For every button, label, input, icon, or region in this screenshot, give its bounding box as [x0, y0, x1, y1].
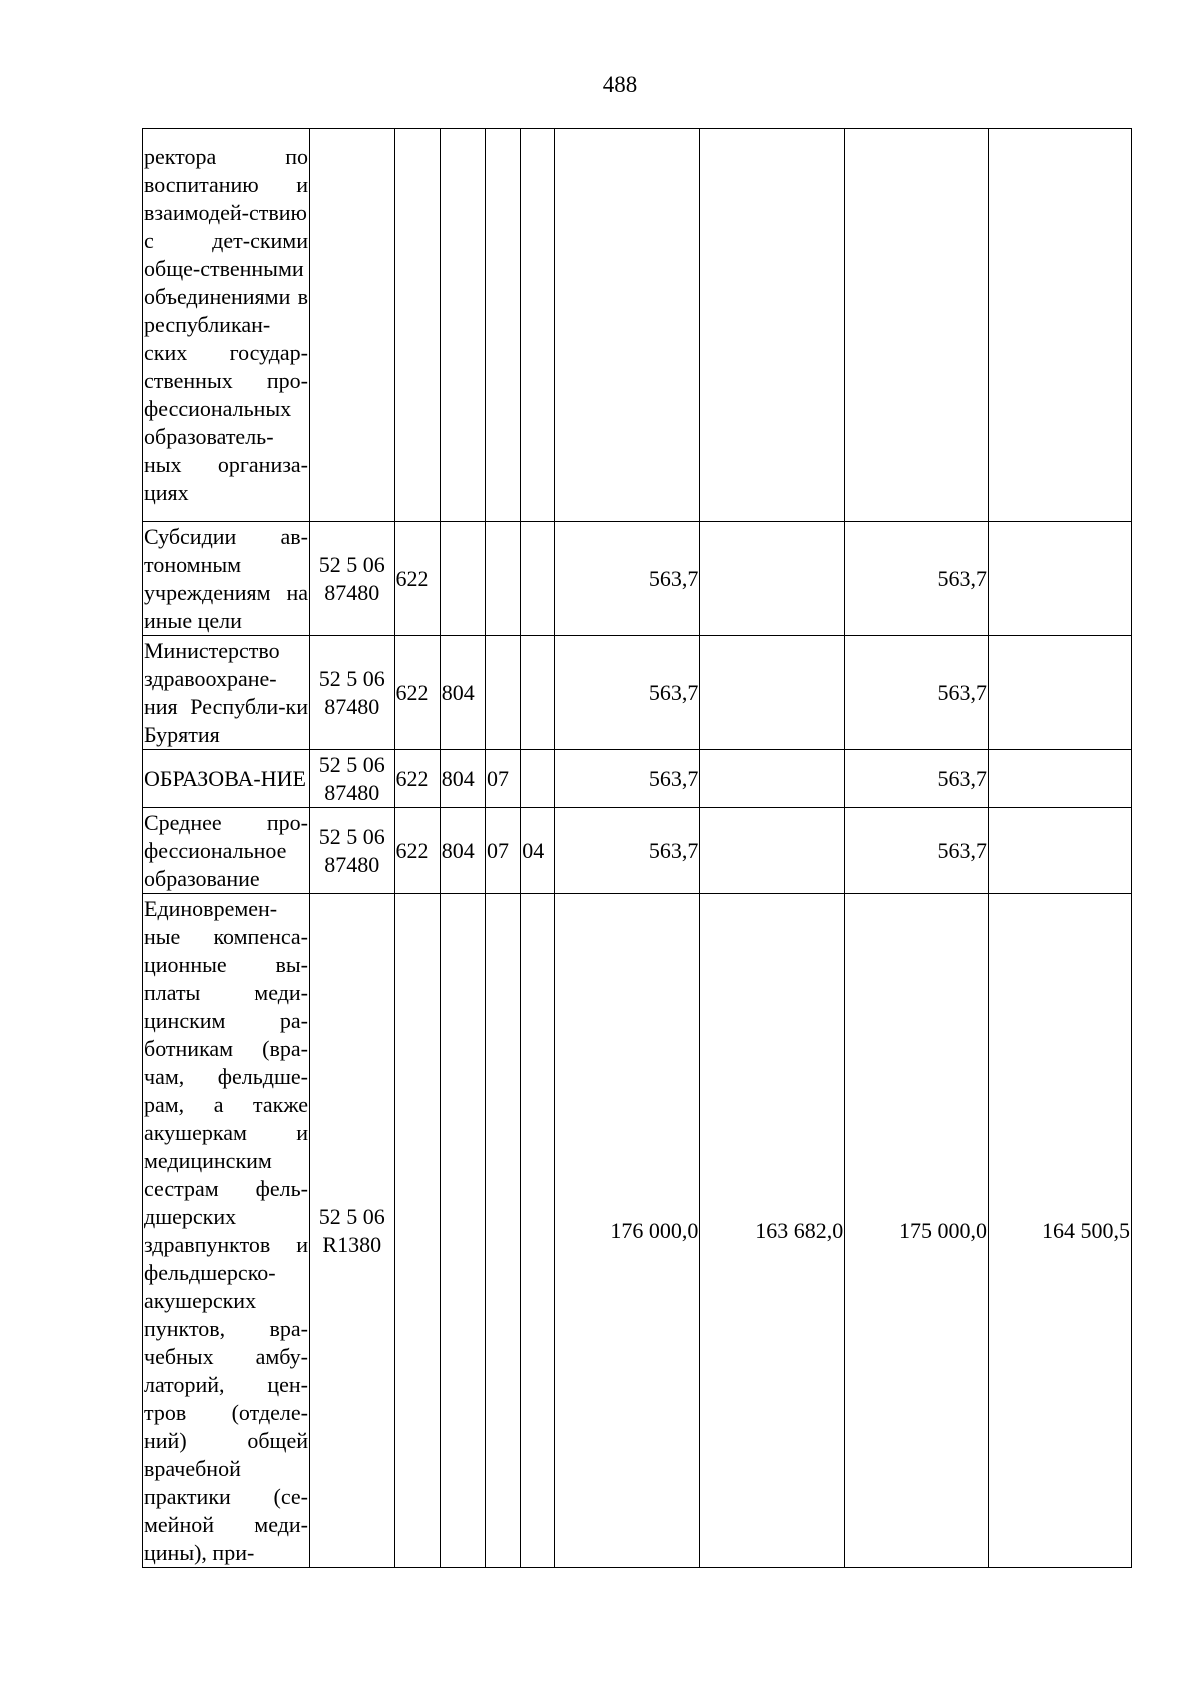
amount-cell-3: 563,7: [845, 750, 989, 808]
subsection-code-cell: 04: [521, 808, 555, 894]
table-row: [143, 129, 1132, 522]
amount-cell-3: 563,7: [845, 808, 989, 894]
expense-type-cell: 622: [394, 522, 440, 636]
amount-cell-2: [700, 636, 845, 750]
amount-cell-1: 176 000,0: [555, 894, 700, 1568]
amount-cell-1: [555, 129, 700, 522]
subsection-code-cell: [521, 750, 555, 808]
row-name-cell: ОБРАЗОВА-НИЕ: [143, 750, 310, 808]
target-article-cell: [310, 129, 395, 522]
expense-type-cell: 622: [394, 750, 440, 808]
amount-cell-3: 175 000,0: [845, 894, 989, 1568]
budget-table: [142, 128, 1132, 1568]
section-code-cell: [486, 894, 521, 1568]
amount-cell-1: 563,7: [555, 808, 700, 894]
ministry-code-cell: [440, 522, 485, 636]
amount-cell-2: 163 682,0: [700, 894, 845, 1568]
row-name-cell: Среднее про-фессиональное образование: [143, 808, 310, 894]
row-name-cell: Единовремен-ные компенса-ционные вы-платы меди-цинским ра-ботникам (вра-чам, фельдше-рам, а также акушеркам и медицинским сестрам фель-дшерских здравпунктов и фельдшерско-акушерских пунктов, вра-чебных амбу-латорий, цен-тров (отделе-ний) общей врачебной практики (се-мейной меди-цины), при-: [143, 894, 310, 1568]
target-article-cell: 52 5 06 87480: [310, 522, 395, 636]
ministry-code-cell: [440, 894, 485, 1568]
subsection-code-cell: [521, 894, 555, 1568]
expense-type-cell: [394, 129, 440, 522]
row-name-cell: Субсидии ав-тономным учреждениям на иные цели: [143, 522, 310, 636]
section-code-cell: [486, 129, 521, 522]
ministry-code-cell: 804: [440, 636, 485, 750]
table-row: [143, 808, 1132, 894]
target-article-cell: 52 5 06 87480: [310, 808, 395, 894]
target-article-cell: 52 5 06 R1380: [310, 894, 395, 1568]
amount-cell-1: 563,7: [555, 636, 700, 750]
section-code-cell: 07: [486, 750, 521, 808]
ministry-code-cell: 804: [440, 750, 485, 808]
amount-cell-3: 563,7: [845, 636, 989, 750]
amount-cell-3: [845, 129, 989, 522]
amount-cell-4: [989, 750, 1132, 808]
subsection-code-cell: [521, 129, 555, 522]
amount-cell-1: 563,7: [555, 750, 700, 808]
target-article-cell: 52 5 06 87480: [310, 636, 395, 750]
expense-type-cell: 622: [394, 636, 440, 750]
page-number: 488: [602, 72, 638, 97]
amount-cell-2: [700, 129, 845, 522]
amount-cell-4: [989, 522, 1132, 636]
amount-cell-2: [700, 522, 845, 636]
amount-cell-4: [989, 808, 1132, 894]
table-row: [143, 750, 1132, 808]
subsection-code-cell: [521, 522, 555, 636]
section-code-cell: [486, 636, 521, 750]
expense-type-cell: 622: [394, 808, 440, 894]
amount-cell-3: 563,7: [845, 522, 989, 636]
target-article-cell: 52 5 06 87480: [310, 750, 395, 808]
ministry-code-cell: [440, 129, 485, 522]
amount-cell-4: [989, 636, 1132, 750]
table-row: [143, 522, 1132, 636]
section-code-cell: [486, 522, 521, 636]
expense-type-cell: [394, 894, 440, 1568]
amount-cell-4: 164 500,5: [989, 894, 1132, 1568]
row-name-cell: Министерство здравоохране-ния Республи-ки Бурятия: [143, 636, 310, 750]
table-row: [143, 894, 1132, 1568]
subsection-code-cell: [521, 636, 555, 750]
section-code-cell: 07: [486, 808, 521, 894]
amount-cell-2: [700, 750, 845, 808]
ministry-code-cell: 804: [440, 808, 485, 894]
amount-cell-1: 563,7: [555, 522, 700, 636]
amount-cell-4: [989, 129, 1132, 522]
row-name-cell: ректора по воспитанию и взаимодей-ствию с дет-скими обще-ственными объединениями в республикан-ских государ-ственных про-фессиональных образователь-ных организа-циях: [143, 129, 310, 522]
table-row: [143, 636, 1132, 750]
amount-cell-2: [700, 808, 845, 894]
